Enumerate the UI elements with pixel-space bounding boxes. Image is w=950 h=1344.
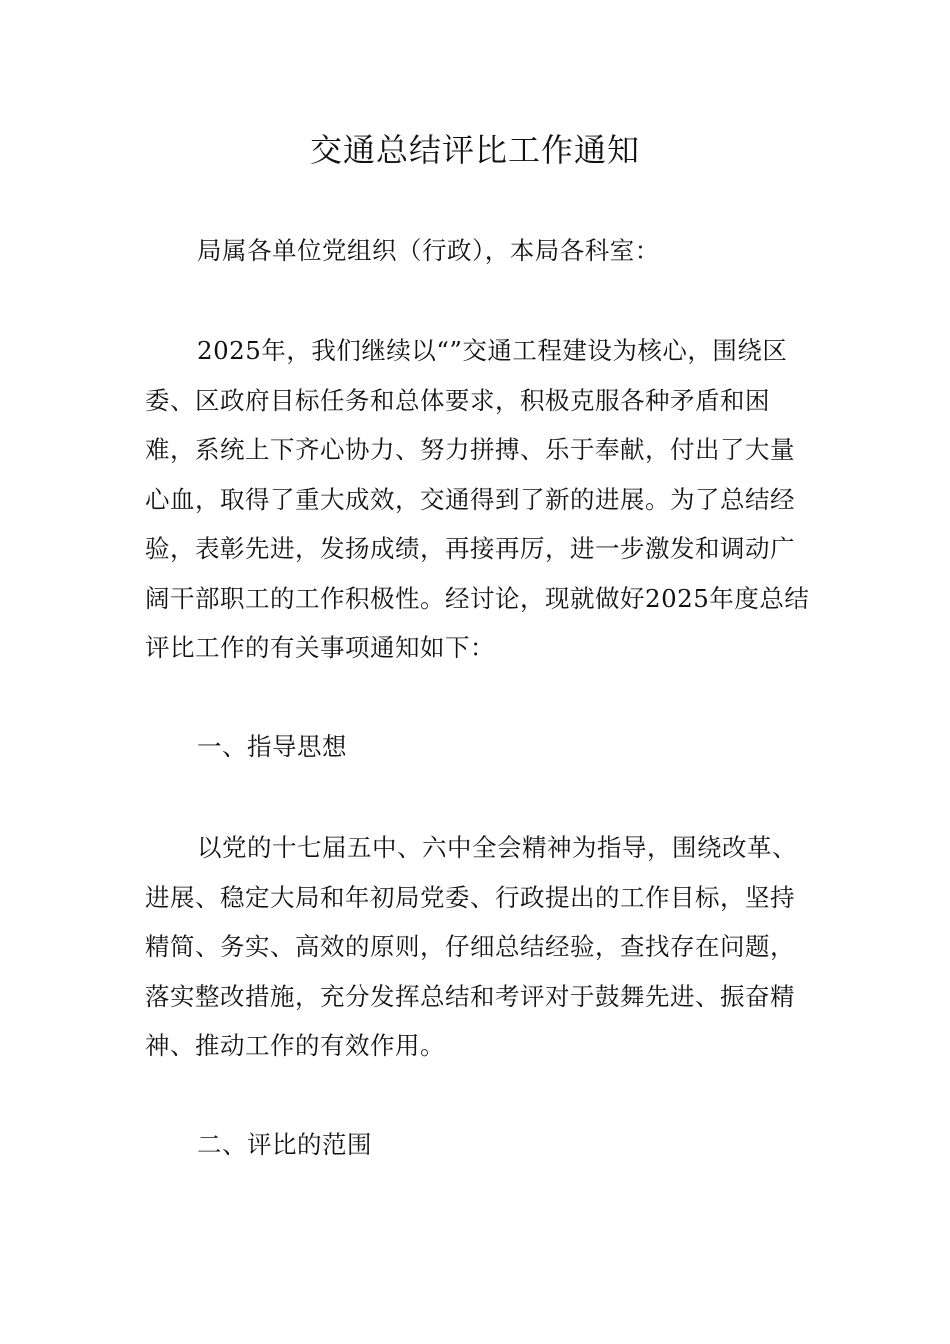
intro-paragraph: 2025年，我们继续以“”交通工程建设为核心，围绕区委、区政府目标任务和总体要求，积极克服各种矛盾和困难，系统上下齐心协力、努力拼搏、乐于奉献，付出了大量心血，取得了重大成效，交通得到了新的进展。为了总结经验，表彰先进，发扬成绩，再接再厉，进一步激发和调动广阔干部职工的工作积极性。经讨论，现就做好2025年度总结评比工作的有关事项通知如下： — [145, 336, 810, 662]
salutation: 局属各单位党组织（行政），本局各科室： — [197, 236, 660, 265]
section-heading-guiding-ideology: 一、指导思想 — [197, 732, 347, 761]
section-body-guiding-ideology: 以党的十七届五中、六中全会精神为指导，围绕改革、进展、稳定大局和年初局党委、行政提出的工作目标，坚持精简、务实、高效的原则，仔细总结经验，查找存在问题，落实整改措施，充分发挥总结和考评对于鼓舞先进、振奋精神、推动工作的有效作用。 — [145, 833, 797, 1060]
document-title: 交通总结评比工作通知 — [309, 131, 640, 169]
section-heading-evaluation-scope: 二、评比的范围 — [197, 1130, 372, 1159]
